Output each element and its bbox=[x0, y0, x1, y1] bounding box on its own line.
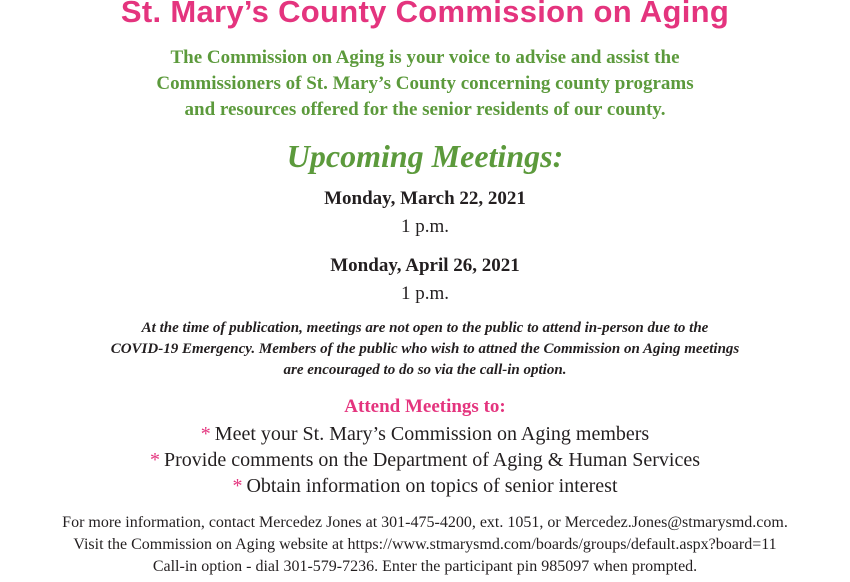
list-item bbox=[0, 421, 850, 447]
footer-line: Call-in option - dial 301-579-7236. Enter the participant pin 985097 when prompted. bbox=[152, 558, 698, 575]
list-item-text: Obtain information on topics of senior interest bbox=[246, 475, 618, 497]
meeting-date: Monday, March 22, 2021 bbox=[324, 188, 526, 209]
list-item-text: Provide comments on the Department of Aging & Human Services bbox=[163, 449, 700, 471]
upcoming-meetings-heading: Upcoming Meetings: bbox=[286, 138, 564, 174]
list-item-text: Meet your St. Mary’s Commission on Aging members bbox=[214, 423, 650, 445]
asterisk-icon: * bbox=[232, 475, 243, 497]
list-item bbox=[0, 447, 850, 473]
asterisk-icon: * bbox=[200, 423, 211, 445]
page-title: St. Mary’s County Commission on Aging bbox=[120, 0, 730, 29]
contact-footer bbox=[0, 512, 850, 578]
intro-line: Commissioners of St. Mary’s County concerning county programs bbox=[156, 73, 694, 94]
notice-line: are encouraged to do so via the call-in option. bbox=[283, 362, 567, 378]
list-item bbox=[0, 473, 850, 499]
notice-line: At the time of publication, meetings are not open to the public to attend in-person due to the bbox=[141, 320, 709, 336]
asterisk-icon: * bbox=[149, 449, 160, 471]
footer-line: Visit the Commission on Aging website at https://www.stmarysmd.com/boards/groups/default.aspx?board=11 bbox=[73, 536, 777, 553]
meeting-date: Monday, April 26, 2021 bbox=[330, 255, 520, 276]
intro-line: and resources offered for the senior residents of our county. bbox=[184, 99, 666, 120]
footer-line: For more information, contact Mercedez Jones at 301-475-4200, ext. 1051, or Mercedez.Jones@stmarysmd.com. bbox=[62, 514, 788, 531]
intro-line: The Commission on Aging is your voice to advise and assist the bbox=[170, 47, 680, 68]
attend-list bbox=[0, 421, 850, 499]
intro-paragraph bbox=[0, 45, 850, 123]
covid-notice bbox=[0, 318, 850, 381]
attend-heading: Attend Meetings to: bbox=[344, 396, 506, 417]
meeting-time: 1 p.m. bbox=[400, 283, 450, 304]
notice-line: COVID-19 Emergency. Members of the public who wish to attned the Commission on Aging meetings bbox=[110, 341, 740, 357]
meeting-time: 1 p.m. bbox=[400, 216, 450, 237]
